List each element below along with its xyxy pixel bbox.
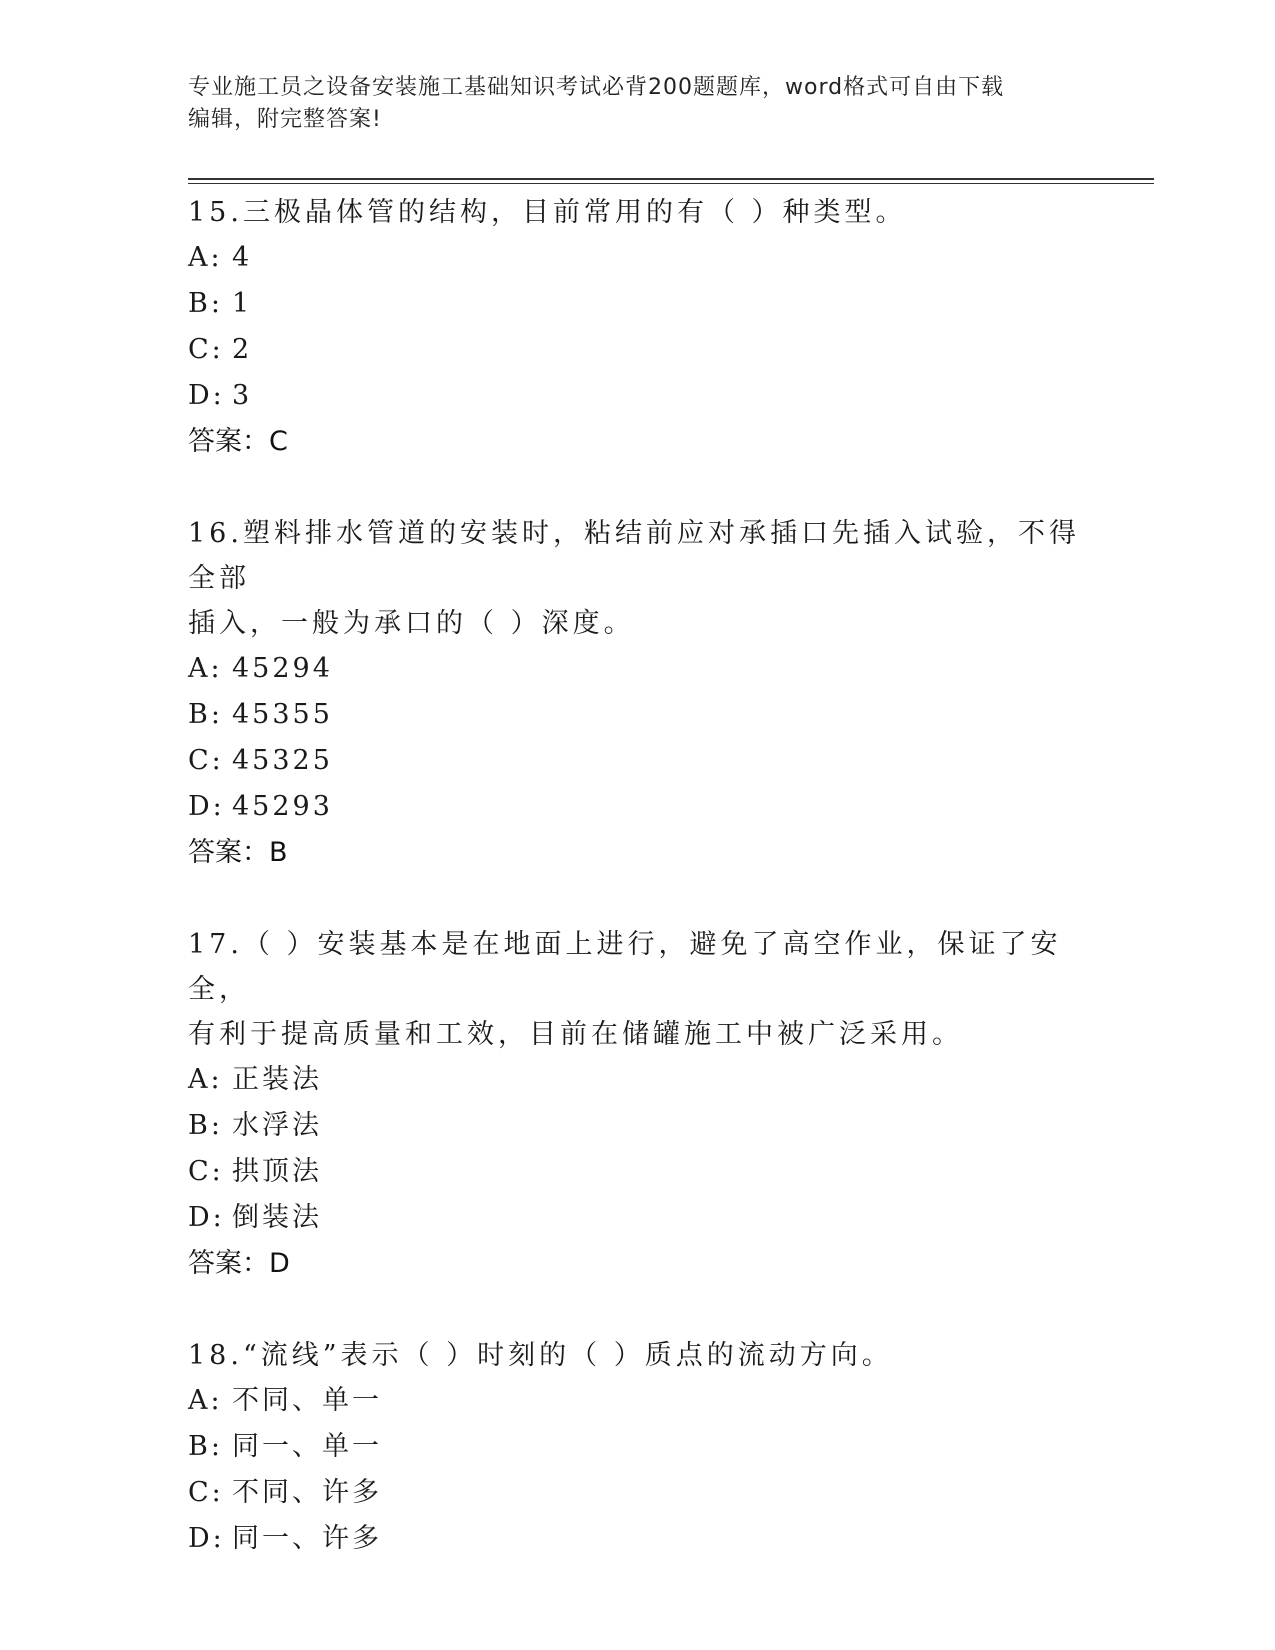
header-line-1: 专业施工员之设备安装施工基础知识考试必背200题题库，word格式可自由下载 [188, 75, 1005, 100]
header-divider-thin [188, 183, 1154, 184]
option-a: A: 正装法 [188, 1064, 322, 1095]
option-a: A: 不同、单一 [188, 1385, 382, 1416]
option-d: D: 45293 [188, 791, 333, 822]
option-a: A: 45294 [188, 653, 333, 684]
document-header [188, 72, 1088, 136]
question-stem-line-1: 17.（ ）安装基本是在地面上进行，避免了高空作业，保证了安全， [188, 929, 1062, 1005]
answer-line: 答案：C [188, 426, 288, 457]
question-stem: 18.“流线”表示（ ）时刻的（ ）质点的流动方向。 [188, 1340, 893, 1371]
option-b: B: 水浮法 [188, 1110, 322, 1141]
question-stem-line-1: 16.塑料排水管道的安装时，粘结前应对承插口先插入试验，不得全部 [188, 518, 1080, 594]
question-17 [188, 922, 1088, 1287]
option-c: C: 45325 [188, 745, 333, 776]
question-stem-line-2: 有利于提高质量和工效，目前在储罐施工中被广泛采用。 [188, 1019, 963, 1050]
answer-line: 答案：D [188, 1248, 290, 1279]
question-15 [188, 190, 1088, 465]
option-c: C: 2 [188, 334, 253, 365]
question-stem: 15.三极晶体管的结构，目前常用的有（ ）种类型。 [188, 197, 907, 228]
option-b: B: 1 [188, 288, 253, 319]
header-divider-thick [188, 178, 1154, 180]
option-b: B: 45355 [188, 699, 333, 730]
answer-line: 答案：B [188, 837, 288, 868]
header-line-2: 编辑，附完整答案! [188, 107, 382, 132]
question-16 [188, 511, 1088, 876]
option-d: D: 3 [188, 380, 253, 411]
question-stem-line-2: 插入，一般为承口的（ ）深度。 [188, 608, 635, 639]
question-list [188, 190, 1088, 1608]
option-c: C: 拱顶法 [188, 1156, 322, 1187]
option-d: D: 同一、许多 [188, 1523, 382, 1554]
question-18 [188, 1333, 1088, 1562]
option-a: A: 4 [188, 242, 253, 273]
option-d: D: 倒装法 [188, 1202, 322, 1233]
option-c: C: 不同、许多 [188, 1477, 382, 1508]
option-b: B: 同一、单一 [188, 1431, 382, 1462]
